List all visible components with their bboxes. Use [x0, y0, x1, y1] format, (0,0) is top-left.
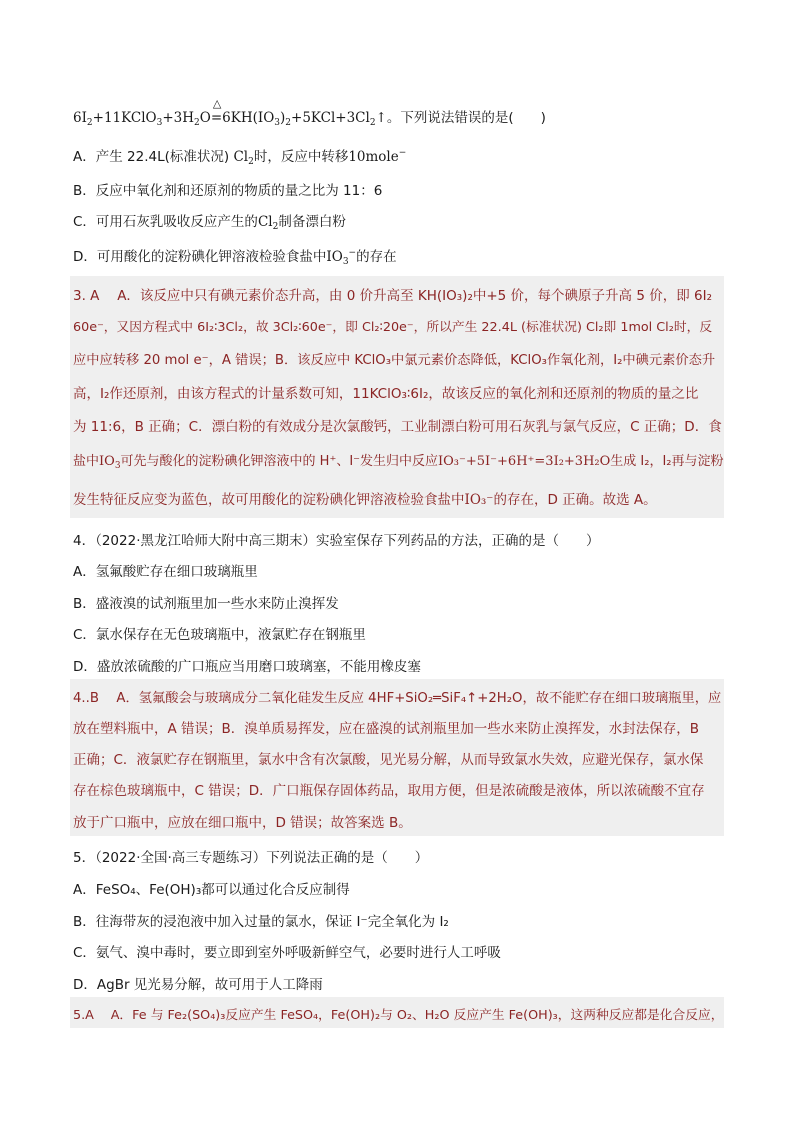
answer-5-block	[70, 997, 724, 1028]
q3-stem-tail: 下列说法错误的是( )	[400, 110, 546, 126]
formula: IO	[326, 249, 343, 265]
answer-line: 正确；C．液氯贮存在钢瓶里，氯水中含有次氯酸，见光易分解，从而导致氯水失效，应避光保存，氯水保	[73, 752, 704, 768]
formula: Cl	[233, 149, 249, 165]
answer-line: 放在塑料瓶中，A 错误；B．溴单质易挥发，应在盛溴的试剂瓶里加一些水来防止溴挥发，水封法保存，B	[73, 721, 700, 737]
formula: IO	[99, 454, 115, 469]
q4-option-c: C．氯水保存在无色玻璃瓶中，液氯贮存在钢瓶里	[73, 627, 366, 643]
formula: 10mole	[348, 149, 399, 165]
answer-text: 生成 I₂，I₂再与淀粉	[610, 454, 724, 469]
answer-line	[73, 488, 723, 508]
eq-term: O	[199, 110, 211, 126]
q3-option-c: C．可用石灰乳吸收反应产生的$Cl_2$制备漂白粉	[73, 214, 346, 232]
q3-option-a: A．产生 22.4L(标准状况) $Cl_2$时，反应中转移10mole−	[73, 148, 407, 167]
q3-equation: $6I_2+11KClO_3+3H_2O$ △ $=6KH(IO_3)_2+5KCl+3Cl_2↑$。下列说法错误的是( )	[73, 97, 546, 128]
eq-term: 6I	[73, 110, 87, 126]
formula: IO₃⁻+5I⁻+6H⁺=3I₂+3H₂O	[438, 454, 611, 469]
formula: IO₃⁻	[464, 492, 494, 508]
option-text: 时，反应中转移	[253, 149, 349, 165]
answer-line: 应中应转移 20 mol e⁻，A 错误；B．该反应中 KClO₃中氯元素价态降低，KClO₃作氧化剂，I₂中碘元素价态升	[73, 353, 716, 368]
eq-term: +11KClO	[92, 110, 157, 126]
eq-term: 6KH(IO	[222, 110, 275, 126]
answer-line: 盐中$IO_3$可先与酸化的淀粉碘化钾溶液中的 H⁺、I⁻发生归中反应IO₃⁻+5I⁻+6H⁺=3I₂+3H₂O生成 I₂，I₂再与淀粉	[73, 454, 724, 471]
q5-stem: 5．（2022·全国·高三专题练习）下列说法正确的是（ ）	[73, 850, 429, 866]
answer-line: 放于广口瓶中，应放在细口瓶中，D 错误；故答案选 B。	[73, 815, 412, 831]
answer-line: 高，I₂作还原剂，由该方程式的计量系数可知，11KClO₃∶6I₂，故该反应的氧化剂和还原剂的物质的量之比	[73, 386, 699, 402]
q5-option-d: D．AgBr 见光易分解，故可用于人工降雨	[73, 977, 323, 993]
eq-term: ↑。	[375, 110, 401, 126]
q3-option-d: D．可用酸化的淀粉碘化钾溶液检验食盐中$IO_3^-$的存在	[73, 248, 397, 267]
answer-4-block	[70, 679, 724, 836]
answer-line: 为 11:6，B 正确；C．漂白粉的有效成分是次氯酸钙，工业制漂白粉可用石灰乳与氯气反应，C 正确；D．食	[73, 419, 722, 435]
q4-option-b: B．盛液溴的试剂瓶里加一些水来防止溴挥发	[73, 596, 339, 612]
q3-option-b: B．反应中氧化剂和还原剂的物质的量之比为 11：6	[73, 183, 383, 199]
eq-term: )	[280, 110, 286, 126]
option-text: D．可用酸化的淀粉碘化钾溶液检验食盐中	[73, 249, 327, 265]
q4-stem: 4．（2022·黑龙江哈师大附中高三期末）实验室保存下列药品的方法，正确的是（ ）	[73, 533, 600, 549]
formula: Cl	[257, 214, 273, 230]
q5-option-a: A．FeSO₄、Fe(OH)₃都可以通过化合反应制得	[73, 882, 350, 898]
delta-symbol: △	[212, 97, 222, 110]
q4-option-a: A．氢氟酸贮存在细口玻璃瓶里	[73, 564, 258, 580]
answer-line: 4..B A．氢氟酸会与玻璃成分二氧化硅发生反应 4HF+SiO₂═SiF₄↑+2H₂O，故不能贮存在细口玻璃瓶里，应	[73, 691, 722, 706]
answer-line: 5.A A．Fe 与 Fe₂(SO₄)₃反应产生 FeSO₄，Fe(OH)₂与 O₂、H₂O 反应产生 Fe(OH)₃，这两种反应都是化合反应，	[73, 1008, 724, 1023]
option-text: 的存在	[356, 249, 397, 265]
eq-term: +5KCl+3Cl	[291, 110, 370, 126]
answer-text: 可先与酸化的淀粉碘化钾溶液中的 H⁺、I⁻发生归中反应	[120, 454, 439, 469]
answer-line: 存在棕色玻璃瓶中，C 错误；D．广口瓶保存固体药品，取用方便，但是浓硫酸是液体，所以浓硫酸不宜存	[73, 783, 705, 799]
answer-text: 发生特征反应变为蓝色，故可用酸化的淀粉碘化钾溶液检验食盐中	[73, 492, 465, 508]
heat-condition: △ =	[210, 97, 223, 126]
answer-text: 盐中	[73, 454, 100, 469]
q4-option-d: D．盛放浓硫酸的广口瓶应当用磨口玻璃塞，不能用橡皮塞	[73, 659, 421, 675]
answer-line: 3. A A．该反应中只有碘元素价态升高，由 0 价升高至 KH(IO₃)₂中+5 价，每个碘原子升高 5 价，即 6I₂	[73, 288, 713, 304]
q5-option-b: B．往海带灰的浸泡液中加入过量的氯水，保证 I⁻完全氧化为 I₂	[73, 914, 449, 930]
q5-option-c: C．氨气、溴中毒时，要立即到室外呼吸新鲜空气，必要时进行人工呼吸	[73, 945, 501, 961]
answer-text: 的存在，D 正确。故选 A。	[493, 492, 657, 508]
option-text: A．产生 22.4L(标准状况)	[73, 149, 234, 165]
answer-line: 60e⁻，又因方程式中 6I₂∶3Cl₂，故 3Cl₂∶60e⁻，即 Cl₂∶20e⁻，所以产生 22.4L (标准状况) Cl₂即 1mol Cl₂时，反	[73, 320, 713, 335]
option-text: 制备漂白粉	[278, 214, 346, 230]
eq-term: +3H	[162, 110, 195, 126]
formula-sup: −	[398, 148, 407, 158]
answer-3-block	[70, 276, 724, 518]
option-text: C．可用石灰乳吸收反应产生的	[73, 214, 258, 230]
